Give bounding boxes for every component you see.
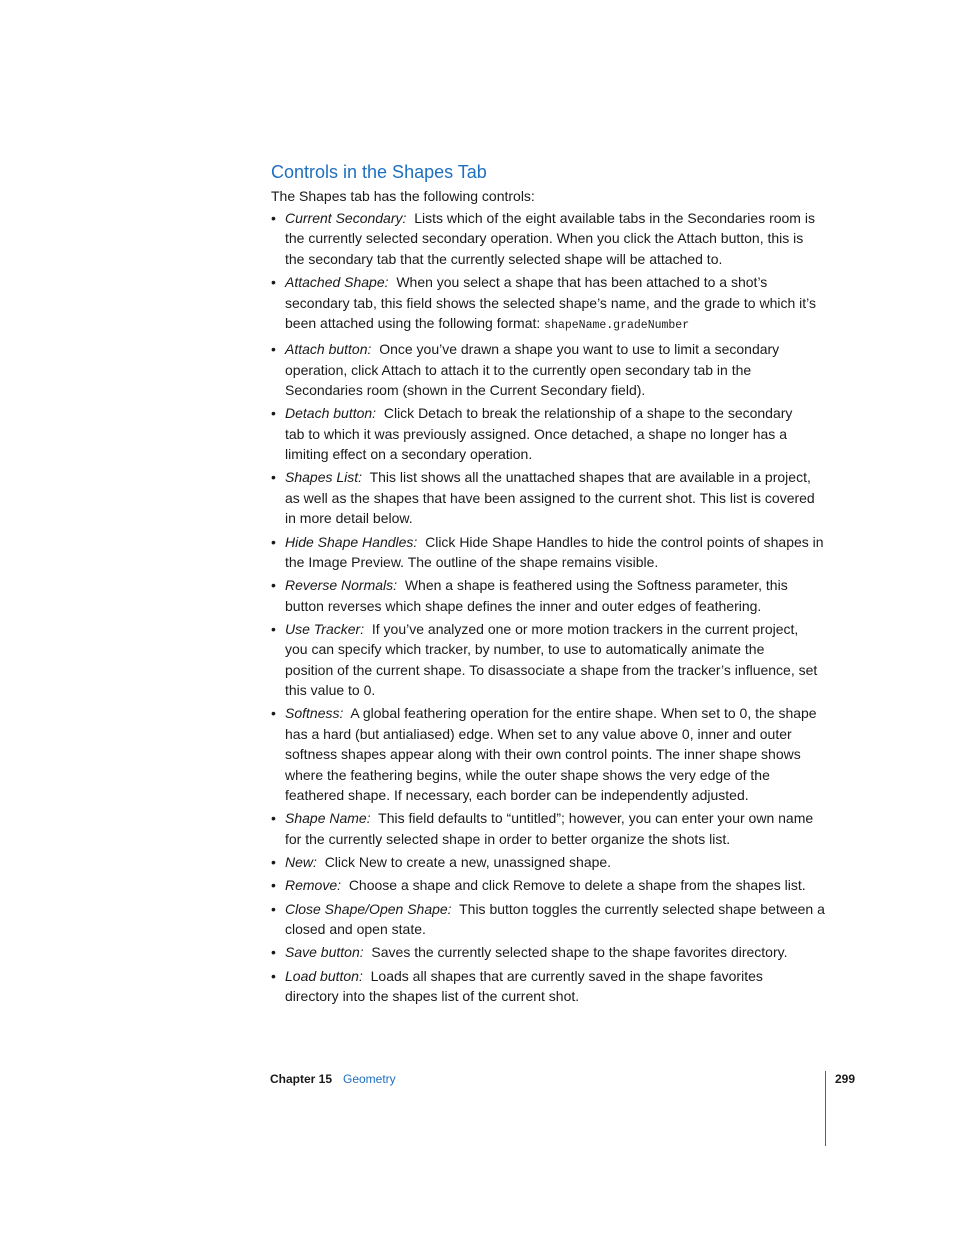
item-description: the Image Preview. The outline of the shape remains visible. [285,553,659,570]
item-text-line [285,403,827,423]
item-description: in more detail below. [285,510,413,527]
footer-section: Geometry [343,1072,396,1086]
item-text-line [285,660,827,680]
code-format: shapeName.gradeNumber [544,318,690,332]
section-title: Controls in the Shapes Tab [271,162,487,182]
item-description: this value to 0. [285,682,376,699]
controls-list [271,208,827,1009]
item-description: A global feathering operation for the entire shape. When set to 0, the shape [350,705,817,722]
item-description: you can specify which tracker, by number, to use to automatically animate the [285,641,765,658]
page-number: 299 [835,1072,856,1086]
list-item [271,966,827,1007]
item-text-line [285,808,827,828]
bullet-marker: • [271,967,276,984]
item-description: where the feathering begins, while the outer shape shows the very edge of the [285,766,770,783]
bullet-marker: • [271,900,276,917]
list-item [271,339,827,400]
bullet-marker: • [271,854,276,871]
footer-rule [825,1071,826,1146]
item-description: button reverses which shape defines the inner and outer edges of feathering. [285,597,762,614]
item-text-line [285,488,827,508]
item-text-line [285,339,827,359]
item-term: New: [285,854,317,871]
item-text-line [285,765,827,785]
bullet-marker: • [271,341,276,358]
item-description: If you’ve analyzed one or more motion trackers in the current project, [371,620,799,637]
item-text-line [285,785,827,805]
item-term: Reverse Normals: [285,577,398,594]
bullet-marker: • [271,274,276,291]
item-description: feathered shape. If necessary, each border can be independently adjusted. [285,787,749,804]
item-text-line [285,942,827,962]
item-term: Current Secondary: [285,210,407,226]
bullet-marker: • [271,944,276,961]
item-text-line [285,966,827,986]
item-text-line [285,293,827,313]
item-text-line [285,249,827,269]
item-text-line [285,639,827,659]
item-description: Once you’ve drawn a shape you want to use to limit a secondary [379,341,780,358]
list-item [271,875,827,895]
list-item [271,208,827,269]
item-description: directory into the shapes list of the current shot. [285,988,580,1005]
bullet-marker: • [271,577,276,594]
footer-chapter: Chapter 15 [270,1072,333,1086]
item-description: Click Detach to break the relationship of a shape to the secondary [383,405,793,422]
list-item [271,272,827,336]
bullet-marker: • [271,405,276,422]
item-text-line [285,272,827,292]
list-item [271,703,827,805]
item-text-line [285,986,827,1006]
bullet-marker: • [271,620,276,637]
item-description: as well as the shapes that have been assigned to the current shot. This list is covered [285,489,815,506]
bullet-marker: • [271,469,276,486]
list-item [271,942,827,962]
item-description: Loads all shapes that are currently saved in the shape favorites [370,967,763,984]
item-term: Save button: [285,944,364,961]
item-description: Choose a shape and click Remove to delete a shape from the shapes list. [348,877,806,894]
item-term: Detach button: [285,405,377,422]
item-text-line [285,852,827,872]
list-item [271,575,827,616]
bullet-marker: • [271,705,276,722]
item-text-line [285,875,827,895]
item-text-line [285,424,827,444]
item-text-line [285,532,827,552]
list-item [271,808,827,849]
item-description: When a shape is feathered using the Softness parameter, this [404,577,788,594]
list-item [271,852,827,872]
bullet-marker: • [271,533,276,550]
item-text-line [285,619,827,639]
bullet-marker: • [271,210,276,226]
item-term: Shape Name: [285,810,371,827]
item-description: Click Hide Shape Handles to hide the control points of shapes in [425,533,824,550]
list-item [271,532,827,573]
item-description: When you select a shape that has been attached to a shot’s [396,274,768,291]
item-term: Close Shape/Open Shape: [285,900,452,917]
item-description: This field defaults to “untitled”; however, you can enter your own name [378,810,814,827]
item-description: operation, click Attach to attach it to the currently open secondary tab in the [285,361,752,378]
item-description: closed and open state. [285,921,426,938]
item-text-line [285,575,827,595]
list-item [271,619,827,701]
item-text-line [285,313,827,336]
item-text-line [285,724,827,744]
item-text-line [285,899,827,919]
item-text-line [285,208,827,228]
item-text-line [285,596,827,616]
item-description: Lists which of the eight available tabs in the Secondaries room is [414,210,815,226]
item-description: Secondaries room (shown in the Current Secondary field). [285,382,646,399]
bullet-marker: • [271,810,276,827]
item-text-line [285,467,827,487]
item-term: Softness: [285,705,344,722]
item-term: Hide Shape Handles: [285,533,418,550]
list-item [271,467,827,528]
item-description: softness shapes appear along with their own control points. The inner shape shows [285,746,801,763]
item-text-line [285,508,827,528]
item-description: been attached using the following format: [285,314,541,331]
item-text-line [285,680,827,700]
intro-paragraph: The Shapes tab has the following controls: [271,188,535,204]
item-description: This button toggles the currently selected shape between a [459,900,825,917]
list-item [271,403,827,464]
item-text-line [285,552,827,572]
item-description: the secondary tab that the currently selected shape will be attached to. [285,250,723,267]
item-text-line [285,829,827,849]
item-text-line [285,444,827,464]
item-text-line [285,703,827,723]
item-text-line [285,919,827,939]
item-description: has a hard (but antialiased) edge. When set to any value above 0, inner and outer [285,725,792,742]
item-description: for the currently selected shape in order to better organize the shots list. [285,830,731,847]
item-term: Use Tracker: [285,620,365,637]
item-text-line [285,744,827,764]
item-description: limiting effect on a secondary operation. [285,446,533,463]
item-text-line [285,360,827,380]
item-description: position of the current shape. To disassociate a shape from the tracker’s influence, set [285,661,818,678]
item-term: Attached Shape: [285,274,389,291]
item-description: secondary tab, this field shows the selected shape’s name, and the grade to which it’s [285,294,817,311]
item-term: Remove: [285,877,342,894]
item-text-line [285,380,827,400]
list-item [271,899,827,940]
item-term: Attach button: [285,341,372,358]
item-term: Shapes List: [285,469,363,486]
item-description: Saves the currently selected shape to the shape favorites directory. [371,944,788,961]
item-term: Load button: [285,967,363,984]
bullet-marker: • [271,877,276,894]
item-description: tab to which it was previously assigned. Once detached, a shape no longer has a [285,425,787,442]
item-description: the currently selected secondary operation. When you click the Attach button, this is [285,230,804,247]
item-text-line [285,228,827,248]
item-description: Click New to create a new, unassigned shape. [324,854,612,871]
item-description: This list shows all the unattached shapes that are available in a project, [369,469,811,486]
